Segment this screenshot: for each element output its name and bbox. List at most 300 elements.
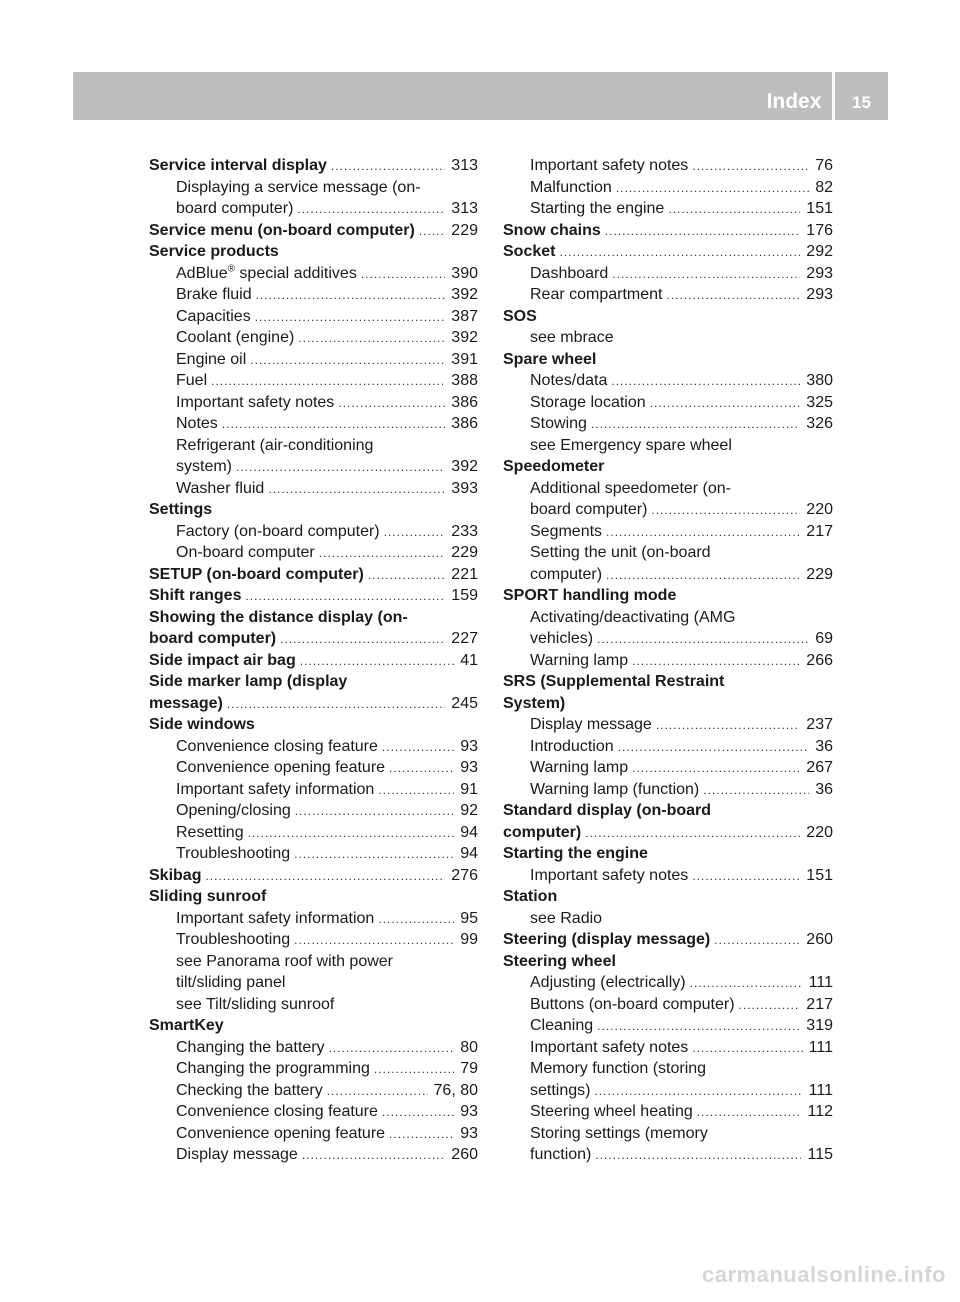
index-entry: [149, 284, 478, 306]
index-entry-text: Coolant (engine): [176, 329, 295, 346]
dot-leader: [245, 586, 445, 608]
index-entry-text: Shift ranges: [149, 587, 242, 604]
index-entry: [503, 585, 833, 607]
index-entry-text: Resetting: [176, 823, 244, 841]
index-entry: [149, 155, 478, 177]
index-entry-text: Service menu (on-board computer): [149, 221, 415, 239]
dot-leader: [739, 995, 801, 1017]
index-entry-page: 229: [451, 221, 478, 239]
dot-leader: [297, 199, 445, 221]
index-entry-page: 313: [451, 200, 478, 217]
index-entry-page: 260: [451, 1146, 478, 1163]
dot-leader: [419, 221, 445, 243]
index-entry: [503, 736, 833, 758]
dot-leader: [250, 350, 445, 372]
index-entry-text: Starting the engine: [530, 200, 665, 217]
dot-leader: [236, 457, 445, 479]
index-entry-page: 99: [460, 931, 478, 948]
index-entry-text: SETUP (on-board computer): [149, 565, 364, 583]
index-entry-text: Fuel: [176, 372, 208, 389]
index-entry-page: 94: [460, 823, 478, 841]
index-entry-page: 92: [460, 802, 478, 819]
index-entry-text: Displaying a service message (on-: [176, 178, 421, 196]
index-entry: [149, 929, 478, 951]
index-entry-text: computer): [530, 565, 603, 583]
dot-leader: [697, 1102, 802, 1124]
index-entry: [149, 241, 478, 263]
index-entry-page: 233: [451, 522, 478, 540]
index-entry-page: 276: [451, 866, 478, 884]
index-entry: [149, 757, 478, 779]
index-entry: [149, 478, 478, 500]
dot-leader: [298, 328, 445, 350]
dot-leader: [384, 522, 446, 544]
index-entry-page: 41: [460, 651, 478, 669]
index-entry-page: 386: [451, 393, 478, 411]
watermark: carmanualsonline.info: [702, 1262, 946, 1287]
index-entry-page: 76, 80: [433, 1081, 478, 1099]
index-entry-page: 115: [807, 1146, 833, 1163]
index-entry-page: 325: [806, 393, 833, 411]
index-entry-text: see Panorama roof with power: [176, 952, 393, 970]
index-entry-text: Display message: [176, 1146, 298, 1163]
index-entry-text: SRS (Supplemental Restraint: [503, 673, 725, 690]
index-entry: [149, 306, 478, 328]
dot-leader: [319, 543, 446, 565]
index-entry: [503, 177, 833, 199]
index-entry-text: Memory function (storing: [530, 1060, 707, 1077]
index-entry-text: Malfunction: [530, 178, 612, 196]
dot-leader: [703, 780, 809, 802]
index-entry: [149, 263, 478, 285]
index-entry-page: 227: [451, 630, 478, 647]
index-entry-page: 217: [806, 522, 833, 540]
index-entry: [149, 822, 478, 844]
dot-leader: [667, 285, 801, 307]
index-entry: [149, 1080, 478, 1102]
index-entry-text: Side marker lamp (display: [149, 673, 348, 690]
index-entry-text: Convenience opening feature: [176, 1124, 386, 1142]
index-entry: [503, 650, 833, 672]
index-entry-text: computer): [503, 823, 582, 841]
dot-leader: [294, 844, 454, 866]
dot-leader: [361, 264, 445, 286]
index-entry: [149, 198, 478, 220]
dot-leader: [692, 866, 800, 888]
index-entry: [149, 736, 478, 758]
index-entry-text: Snow chains: [503, 221, 601, 239]
index-entry: [149, 585, 478, 607]
index-entry-page: 390: [451, 264, 478, 282]
index-entry-page: 111: [808, 974, 833, 991]
index-entry: [149, 327, 478, 349]
index-entry: [503, 865, 833, 887]
index-entry: [149, 843, 478, 865]
index-entry-page: 380: [806, 372, 833, 389]
index-entry-text: Capacities: [176, 307, 251, 325]
index-entry-page: 391: [451, 350, 478, 368]
index-entry: [503, 1101, 833, 1123]
index-entry-text: Troubleshooting: [176, 931, 291, 948]
index-column-right: [503, 155, 833, 1166]
index-entry-page: 151: [806, 200, 833, 217]
index-entry-text: Notes/data: [530, 372, 608, 389]
index-entry: [503, 220, 833, 242]
index-entry-page: 151: [806, 866, 833, 884]
index-entry-page: 313: [451, 157, 478, 174]
dot-leader: [374, 1059, 454, 1081]
index-entry-page: 387: [451, 307, 478, 325]
index-entry: [149, 607, 478, 629]
index-entry-text: Buttons (on-board computer): [530, 995, 735, 1013]
index-entry-text: Engine oil: [176, 350, 247, 368]
index-entry-page: 392: [451, 329, 478, 346]
index-entry: [503, 908, 833, 930]
dot-leader: [605, 221, 801, 243]
index-entry: [503, 370, 833, 392]
index-entry-text: Refrigerant (air-conditioning: [176, 436, 374, 454]
index-entry: [149, 1015, 478, 1037]
index-entry-page: 266: [806, 651, 833, 669]
index-entry-page: 392: [451, 458, 478, 475]
index-entry-text: Service products: [149, 243, 279, 260]
dot-leader: [591, 414, 800, 436]
index-entry-page: 76: [815, 157, 833, 174]
index-entry-text: SPORT handling mode: [503, 587, 677, 604]
index-entry-text: Convenience closing feature: [176, 1103, 378, 1120]
index-entry-page: 221: [451, 565, 478, 583]
index-entry: [149, 435, 478, 457]
index-entry-text: Additional speedometer (on-: [530, 479, 732, 497]
index-entry-text: Important safety notes: [176, 393, 335, 411]
index-entry: [149, 521, 478, 543]
dot-leader: [268, 479, 445, 501]
index-entry-page: 94: [460, 845, 478, 862]
index-entry-page: 237: [806, 716, 833, 733]
index-entry-text: Convenience opening feature: [176, 759, 386, 776]
dot-leader: [280, 629, 445, 651]
index-entry: [149, 564, 478, 586]
dot-leader: [368, 565, 445, 587]
index-entry: [149, 886, 478, 908]
index-entry: [149, 693, 478, 715]
index-entry-page: 326: [806, 415, 833, 432]
dot-leader: [597, 629, 809, 651]
index-entry-page: 79: [460, 1060, 478, 1077]
index-entry: [149, 392, 478, 414]
dot-leader: [632, 758, 800, 780]
index-entry-text: Starting the engine: [503, 845, 648, 862]
index-entry: [149, 456, 478, 478]
index-entry-page: 80: [460, 1038, 478, 1056]
index-entry-text: Speedometer: [503, 458, 605, 475]
index-entry-text: Introduction: [530, 737, 614, 755]
index-entry-page: 111: [808, 1038, 833, 1056]
index-entry-text: Storing settings (memory: [530, 1124, 708, 1142]
dot-leader: [559, 242, 800, 264]
index-entry-text: see mbrace: [530, 329, 614, 346]
dot-leader: [300, 651, 454, 673]
dot-leader: [594, 1081, 802, 1103]
index-entry-text: Showing the distance display (on-: [149, 608, 408, 626]
index-entry-page: 293: [806, 264, 833, 282]
index-entry-page: 220: [806, 501, 833, 518]
dot-leader: [327, 1081, 428, 1103]
dot-leader: [611, 371, 800, 393]
dot-leader: [248, 823, 455, 845]
dot-leader: [211, 371, 445, 393]
index-entry-text: Convenience closing feature: [176, 737, 378, 755]
index-entry: [149, 714, 478, 736]
index-entry-text: Changing the programming: [176, 1060, 370, 1077]
index-entry: [149, 177, 478, 199]
index-entry-page: 93: [460, 759, 478, 776]
index-entry: [149, 499, 478, 521]
index-entry-text: Station: [503, 888, 558, 905]
index-entry: [503, 628, 833, 650]
index-entry: [503, 886, 833, 908]
index-entry-page: 69: [815, 630, 833, 647]
dot-leader: [256, 285, 446, 307]
index-entry-text: board computer): [530, 501, 648, 518]
dot-leader: [295, 801, 454, 823]
index-entry: [503, 607, 833, 629]
index-entry: [503, 951, 833, 973]
index-entry-page: 392: [451, 286, 478, 303]
index-entry-page: 176: [806, 221, 833, 239]
index-entry-page: 388: [451, 372, 478, 389]
dot-leader: [294, 930, 454, 952]
index-entry-page: 229: [806, 565, 833, 583]
dot-leader: [382, 1102, 454, 1124]
index-entry-text: Important safety notes: [530, 157, 689, 174]
index-entry-text: board computer): [176, 200, 294, 217]
index-entry-text: Troubleshooting: [176, 845, 291, 862]
index-entry: [149, 779, 478, 801]
index-entry: [503, 564, 833, 586]
index-entry-text: Warning lamp (function): [530, 780, 700, 798]
index-entry-text: Notes: [176, 415, 218, 432]
index-entry-text: settings): [530, 1081, 591, 1099]
index-entry-page: 267: [806, 759, 833, 776]
index-entry: [503, 714, 833, 736]
index-entry-text: system): [176, 458, 232, 475]
dot-leader: [338, 393, 445, 415]
index-entry: [503, 478, 833, 500]
index-entry: [149, 1101, 478, 1123]
dot-leader: [692, 156, 809, 178]
index-entry: [503, 284, 833, 306]
index-entry: [149, 542, 478, 564]
index-entry: [503, 972, 833, 994]
dot-leader: [222, 414, 446, 436]
index-entry: [149, 349, 478, 371]
dot-leader: [632, 651, 800, 673]
index-entry: [503, 155, 833, 177]
index-entry: [149, 413, 478, 435]
index-entry-text: see Radio: [530, 909, 603, 927]
index-entry-page: 260: [806, 931, 833, 948]
index-entry-page: 93: [460, 1124, 478, 1142]
index-entry-text: Side impact air bag: [149, 651, 296, 669]
index-entry-page: 93: [460, 1103, 478, 1120]
dot-leader: [616, 178, 809, 200]
index-entry: [149, 628, 478, 650]
index-entry-page: 82: [815, 178, 833, 196]
dot-leader: [714, 930, 800, 952]
index-entry: [503, 779, 833, 801]
index-entry-text: Side windows: [149, 716, 255, 733]
index-entry-text: On-board computer: [176, 544, 315, 561]
index-entry: [503, 327, 833, 349]
index-entry-text: Important safety notes: [530, 1038, 689, 1056]
index-entry-text: Sliding sunroof: [149, 888, 267, 905]
index-entry-page: 111: [808, 1081, 833, 1099]
index-entry-text: see Emergency spare wheel: [530, 436, 732, 454]
index-entry-text: Warning lamp: [530, 759, 629, 776]
index-entry-text: Changing the battery: [176, 1038, 325, 1056]
index-entry: [503, 757, 833, 779]
index-entry-text: Settings: [149, 501, 213, 518]
index-entry: [149, 951, 478, 973]
index-entry-text: board computer): [149, 630, 277, 647]
index-entry-text: AdBlue® special additives: [176, 263, 357, 282]
index-entry-text: Stowing: [530, 415, 587, 432]
index-entry: [149, 220, 478, 242]
index-entry-text: Dashboard: [530, 264, 609, 282]
dot-leader: [329, 1038, 455, 1060]
index-entry: [503, 198, 833, 220]
index-entry: [503, 413, 833, 435]
index-entry-text: Factory (on-board computer): [176, 522, 380, 540]
index-entry: [503, 435, 833, 457]
dot-leader: [606, 522, 800, 544]
index-entry: [149, 650, 478, 672]
index-entry-text: vehicles): [530, 630, 594, 647]
index-entry-page: 386: [451, 415, 478, 432]
index-entry-text: function): [530, 1146, 592, 1163]
dot-leader: [382, 737, 454, 759]
index-entry: [503, 929, 833, 951]
index-entry-text: Important safety information: [176, 780, 375, 798]
index-entry-text: Adjusting (electrically): [530, 974, 686, 991]
index-entry-text: Skibag: [149, 866, 202, 884]
index-entry: [503, 1080, 833, 1102]
index-entry-page: 95: [460, 909, 478, 927]
index-entry: [149, 671, 478, 693]
index-entry-text: SmartKey: [149, 1017, 224, 1034]
index-entry-page: 159: [451, 587, 478, 604]
index-entry: [149, 1123, 478, 1145]
index-entry-page: 93: [460, 737, 478, 755]
index-entry-text: Rear compartment: [530, 286, 663, 303]
dot-leader: [650, 393, 801, 415]
dot-leader: [302, 1145, 445, 1167]
index-entry: [503, 1015, 833, 1037]
index-entry: [503, 800, 833, 822]
index-entry-text: Storage location: [530, 393, 646, 411]
index-entry: [503, 1144, 833, 1166]
index-entry: [149, 865, 478, 887]
dot-leader: [389, 1124, 454, 1146]
dot-leader: [668, 199, 800, 221]
index-entry-text: Activating/deactivating (AMG: [530, 608, 736, 626]
index-entry-page: 319: [806, 1017, 833, 1034]
index-entry: [149, 908, 478, 930]
index-entry: [149, 994, 478, 1016]
index-entry-page: 217: [806, 995, 833, 1013]
dot-leader: [597, 1016, 800, 1038]
index-entry: [503, 306, 833, 328]
dot-leader: [656, 715, 800, 737]
index-entry-text: Steering wheel heating: [530, 1103, 693, 1120]
index-entry: [149, 800, 478, 822]
index-entry: [503, 263, 833, 285]
index-entry-text: Setting the unit (on-board: [530, 544, 711, 561]
index-entry-text: Cleaning: [530, 1017, 594, 1034]
dot-leader: [205, 866, 445, 888]
dot-leader: [389, 758, 454, 780]
index-entry: [503, 542, 833, 564]
index-entry-text: Washer fluid: [176, 479, 265, 497]
index-entry: [503, 1037, 833, 1059]
index-entry-page: 36: [815, 780, 833, 798]
dot-leader: [690, 973, 803, 995]
index-entry-page: 220: [806, 823, 833, 841]
index-entry: [503, 349, 833, 371]
index-entry-text: Spare wheel: [503, 350, 597, 368]
index-entry-text: Brake fluid: [176, 286, 252, 303]
index-entry-page: 245: [451, 694, 478, 712]
index-entry-text: message): [149, 694, 223, 712]
dot-leader: [651, 500, 800, 522]
index-entry: [503, 521, 833, 543]
index-entry: [503, 499, 833, 521]
index-entry-text: Service interval display: [149, 157, 327, 174]
index-entry: [149, 1144, 478, 1166]
index-entry-page: 112: [807, 1103, 833, 1120]
index-entry: [503, 693, 833, 715]
dot-leader: [606, 565, 800, 587]
index-entry: [503, 822, 833, 844]
index-entry-page: 292: [806, 243, 833, 260]
index-entry-text: Standard display (on-board: [503, 802, 712, 819]
index-entry: [503, 241, 833, 263]
index-entry: [149, 1037, 478, 1059]
index-entry-text: Important safety information: [176, 909, 375, 927]
index-entry: [149, 1058, 478, 1080]
index-entry-text: System): [503, 694, 566, 712]
index-entry-text: Display message: [530, 716, 652, 733]
index-entry: [503, 994, 833, 1016]
index-entry-text: Socket: [503, 243, 556, 260]
dot-leader: [255, 307, 446, 329]
index-entry-text: Steering (display message): [503, 931, 711, 948]
dot-leader: [612, 264, 800, 286]
dot-leader: [618, 737, 810, 759]
dot-leader: [585, 823, 800, 845]
index-entry-text: Important safety notes: [530, 866, 689, 884]
index-entry-page: 293: [806, 286, 833, 303]
index-entry-page: 36: [815, 737, 833, 755]
index-entry: [503, 456, 833, 478]
index-entry-text: tilt/sliding panel: [176, 974, 286, 991]
dot-leader: [331, 156, 445, 178]
index-entry: [149, 972, 478, 994]
index-entry-text: Warning lamp: [530, 651, 629, 669]
index-entry: [503, 1058, 833, 1080]
index-entry-text: Steering wheel: [503, 952, 616, 970]
